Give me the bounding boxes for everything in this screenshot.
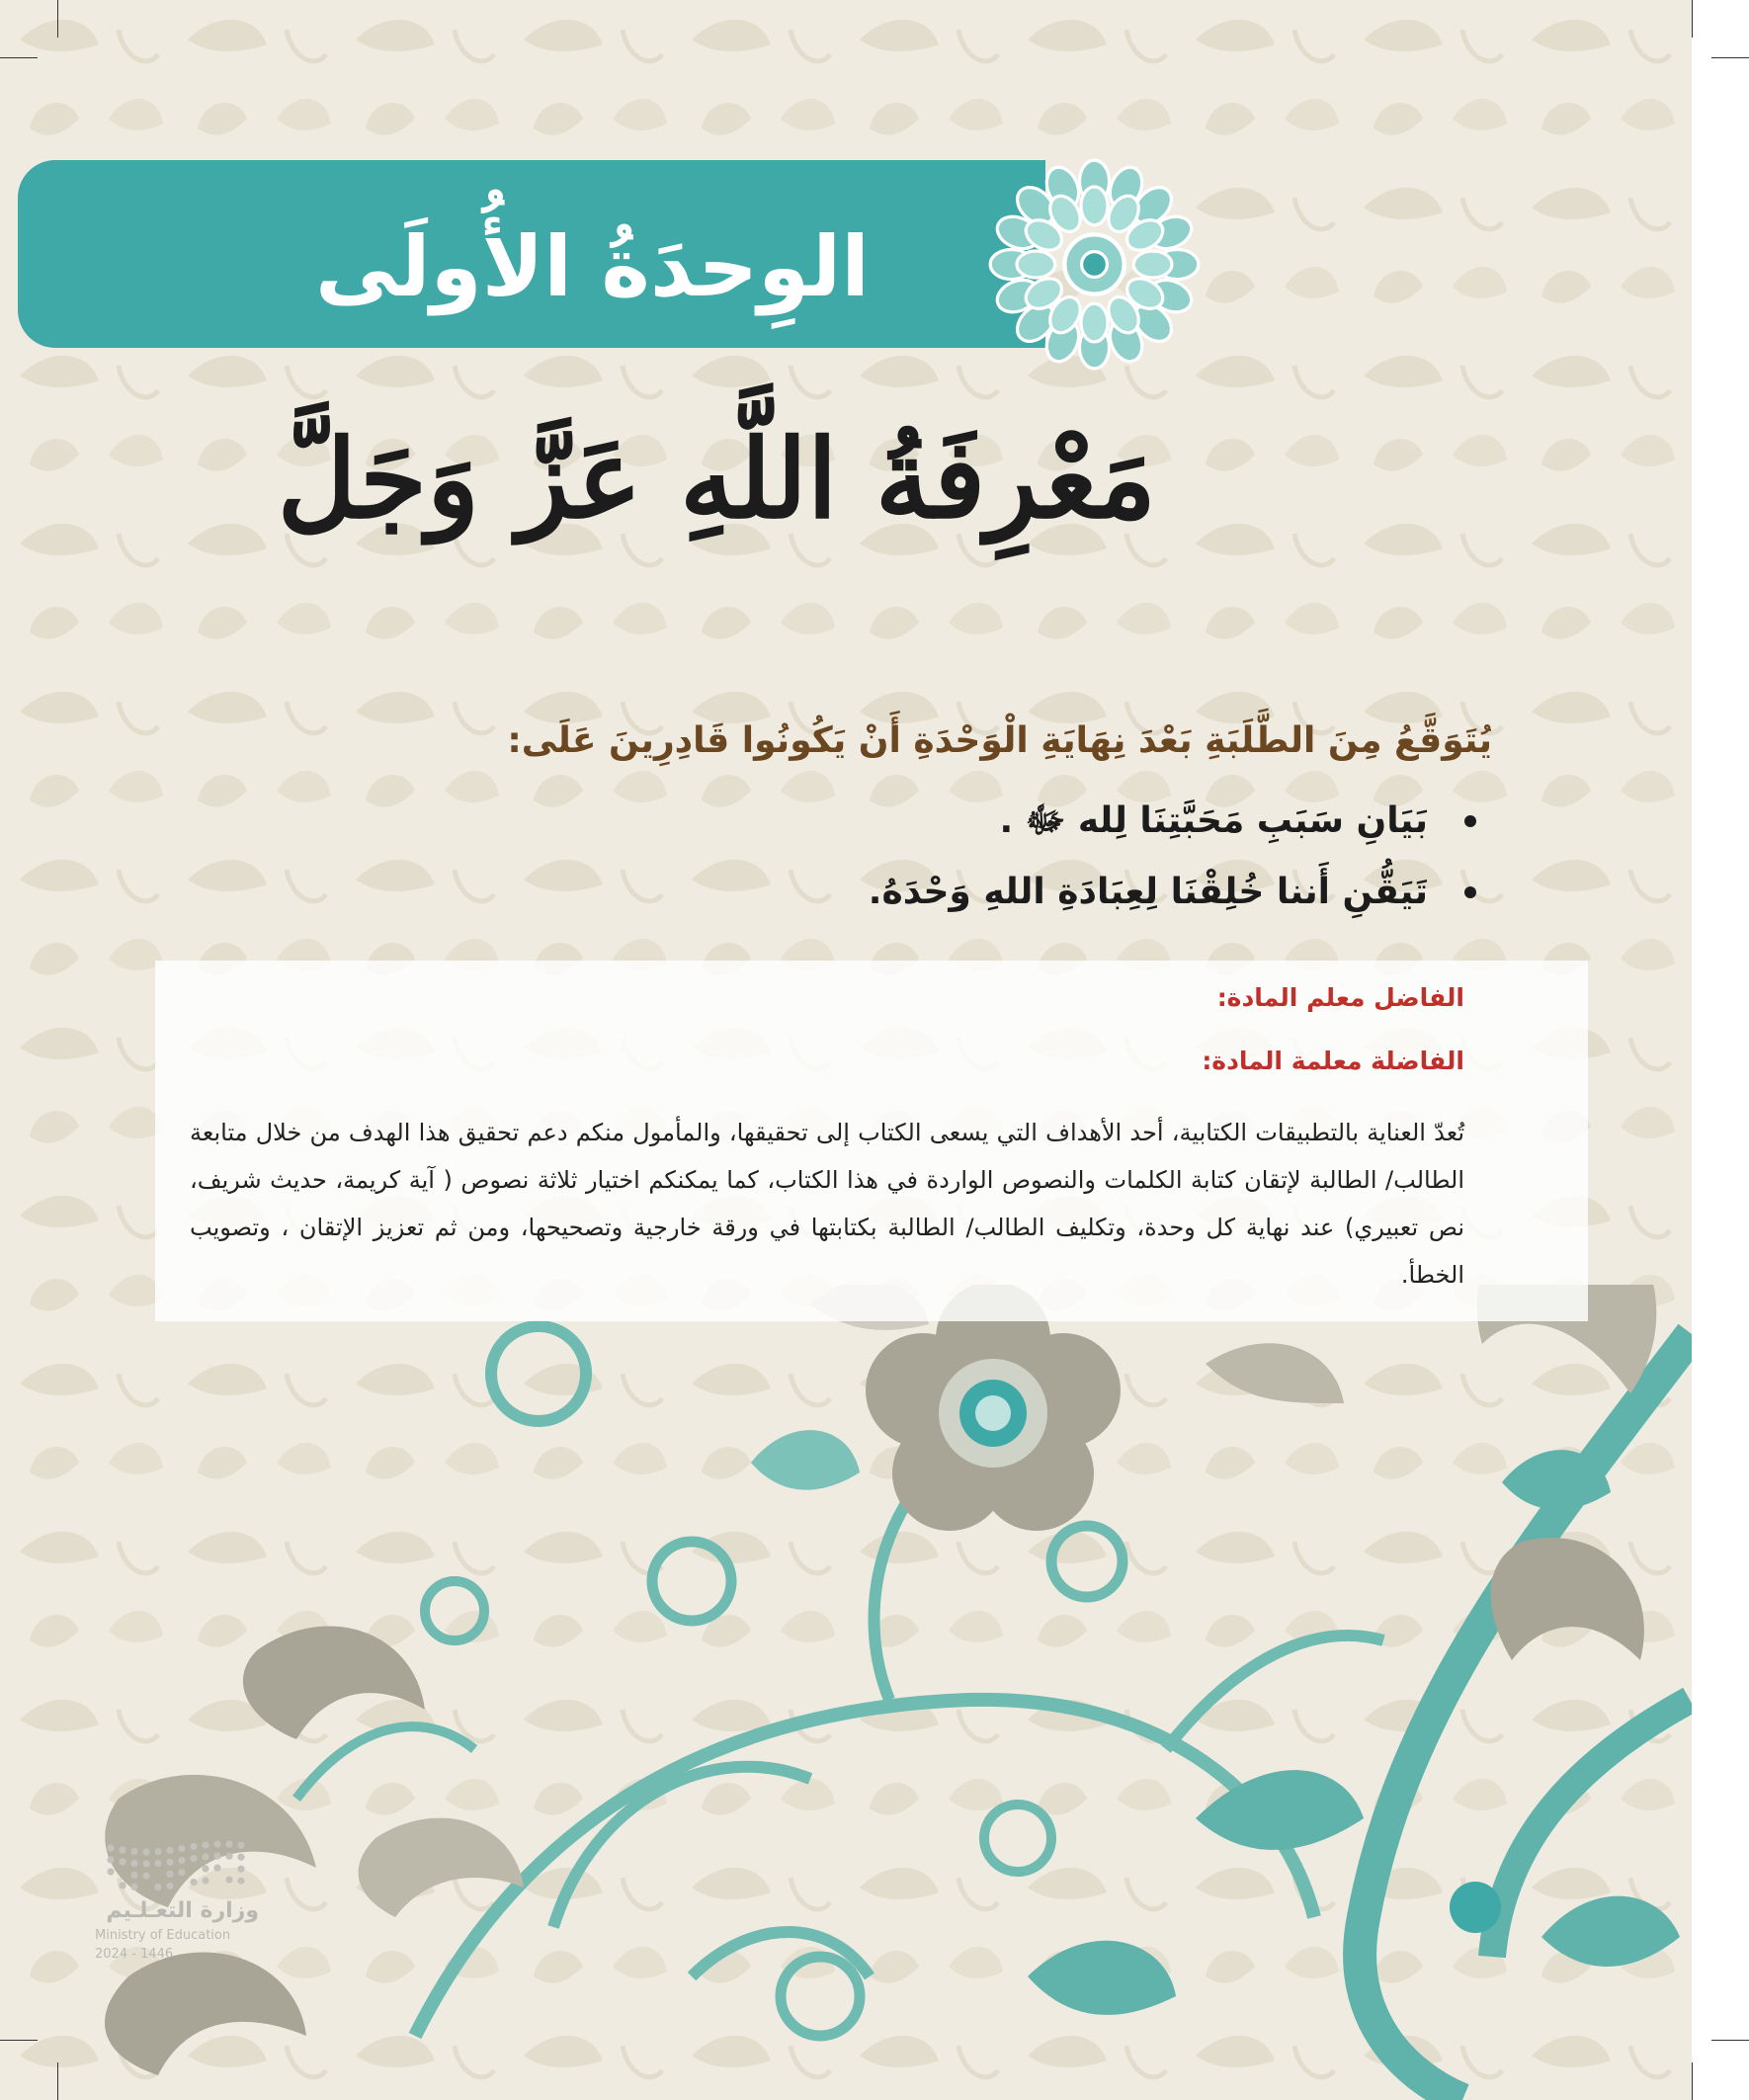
unit-title: الوِحدَةُ الأُولَى xyxy=(315,218,870,315)
rosette-ornament-icon xyxy=(988,158,1201,371)
crop-mark xyxy=(57,0,58,38)
bullet-icon xyxy=(1464,815,1476,827)
crop-mark xyxy=(1711,2040,1749,2041)
floral-ornament-icon xyxy=(0,1285,1692,2100)
ministry-name-arabic: وزارة التعـلـيم xyxy=(106,1898,259,1923)
outcome-item xyxy=(692,857,1482,928)
male-teacher-label: الفاضل معلم المادة: xyxy=(1216,983,1464,1012)
bullet-icon xyxy=(1464,886,1476,898)
outcome-text: تَيَقُّنِ أَننا خُلِقْنَا لِعِبَادَةِ اللهِ وَحْدَهُ. xyxy=(868,872,1428,912)
outcome-text: بَيَانِ سَبَبِ مَحَبَّتِنَا لِله ﷻ . xyxy=(999,800,1428,841)
teacher-note-box xyxy=(155,961,1588,1321)
outcome-item xyxy=(692,786,1482,857)
crop-mark xyxy=(1692,0,1693,38)
outcomes-list xyxy=(692,786,1482,928)
ministry-logo-icon xyxy=(91,1840,259,1899)
edition-year: 2024 - 1446 xyxy=(95,1947,174,1962)
crop-mark xyxy=(57,2062,58,2100)
crop-mark xyxy=(1711,57,1749,58)
crop-mark xyxy=(0,57,38,58)
outcomes-intro: يُتَوَقَّعُ مِنَ الطَّلَبَةِ بَعْدَ نِهَايَةِ الْوَحْدَةِ أَنْ يَكُونُوا قَادِرِينَ عَلَى: xyxy=(507,720,1492,761)
crop-mark xyxy=(1692,2062,1693,2100)
teacher-note-text: تُعدّ العناية بالتطبيقات الكتابية، أحد الأهداف التي يسعى الكتاب إلى تحقيقها، والمأمول منكم دعم تحقيق هذا الهدف من خلال متابعة الطالب/ الطالبة لإتقان كتابة الكلمات والنصوص الواردة في هذا الكتاب، كما يمكنكم اختيار ثلاثة نصوص ( آية كريمة، حديث شريف، نص تعبيري) عند نهاية كل وحدة، وتكليف الطالب/ الطالبة بكتابتها في ورقة خارجية وتصحيحها، ومن ثم تعزيز الإتقان ، وتصويب الخطأ. xyxy=(190,1119,1464,1289)
ministry-name-english: Ministry of Education xyxy=(95,1928,231,1943)
female-teacher-label: الفاضلة معلمة المادة: xyxy=(1202,1047,1464,1075)
crop-mark xyxy=(0,2040,38,2041)
lesson-title: مَعْرِفَةُ اللَّهِ عَزَّ وَجَلَّ xyxy=(277,415,1156,543)
